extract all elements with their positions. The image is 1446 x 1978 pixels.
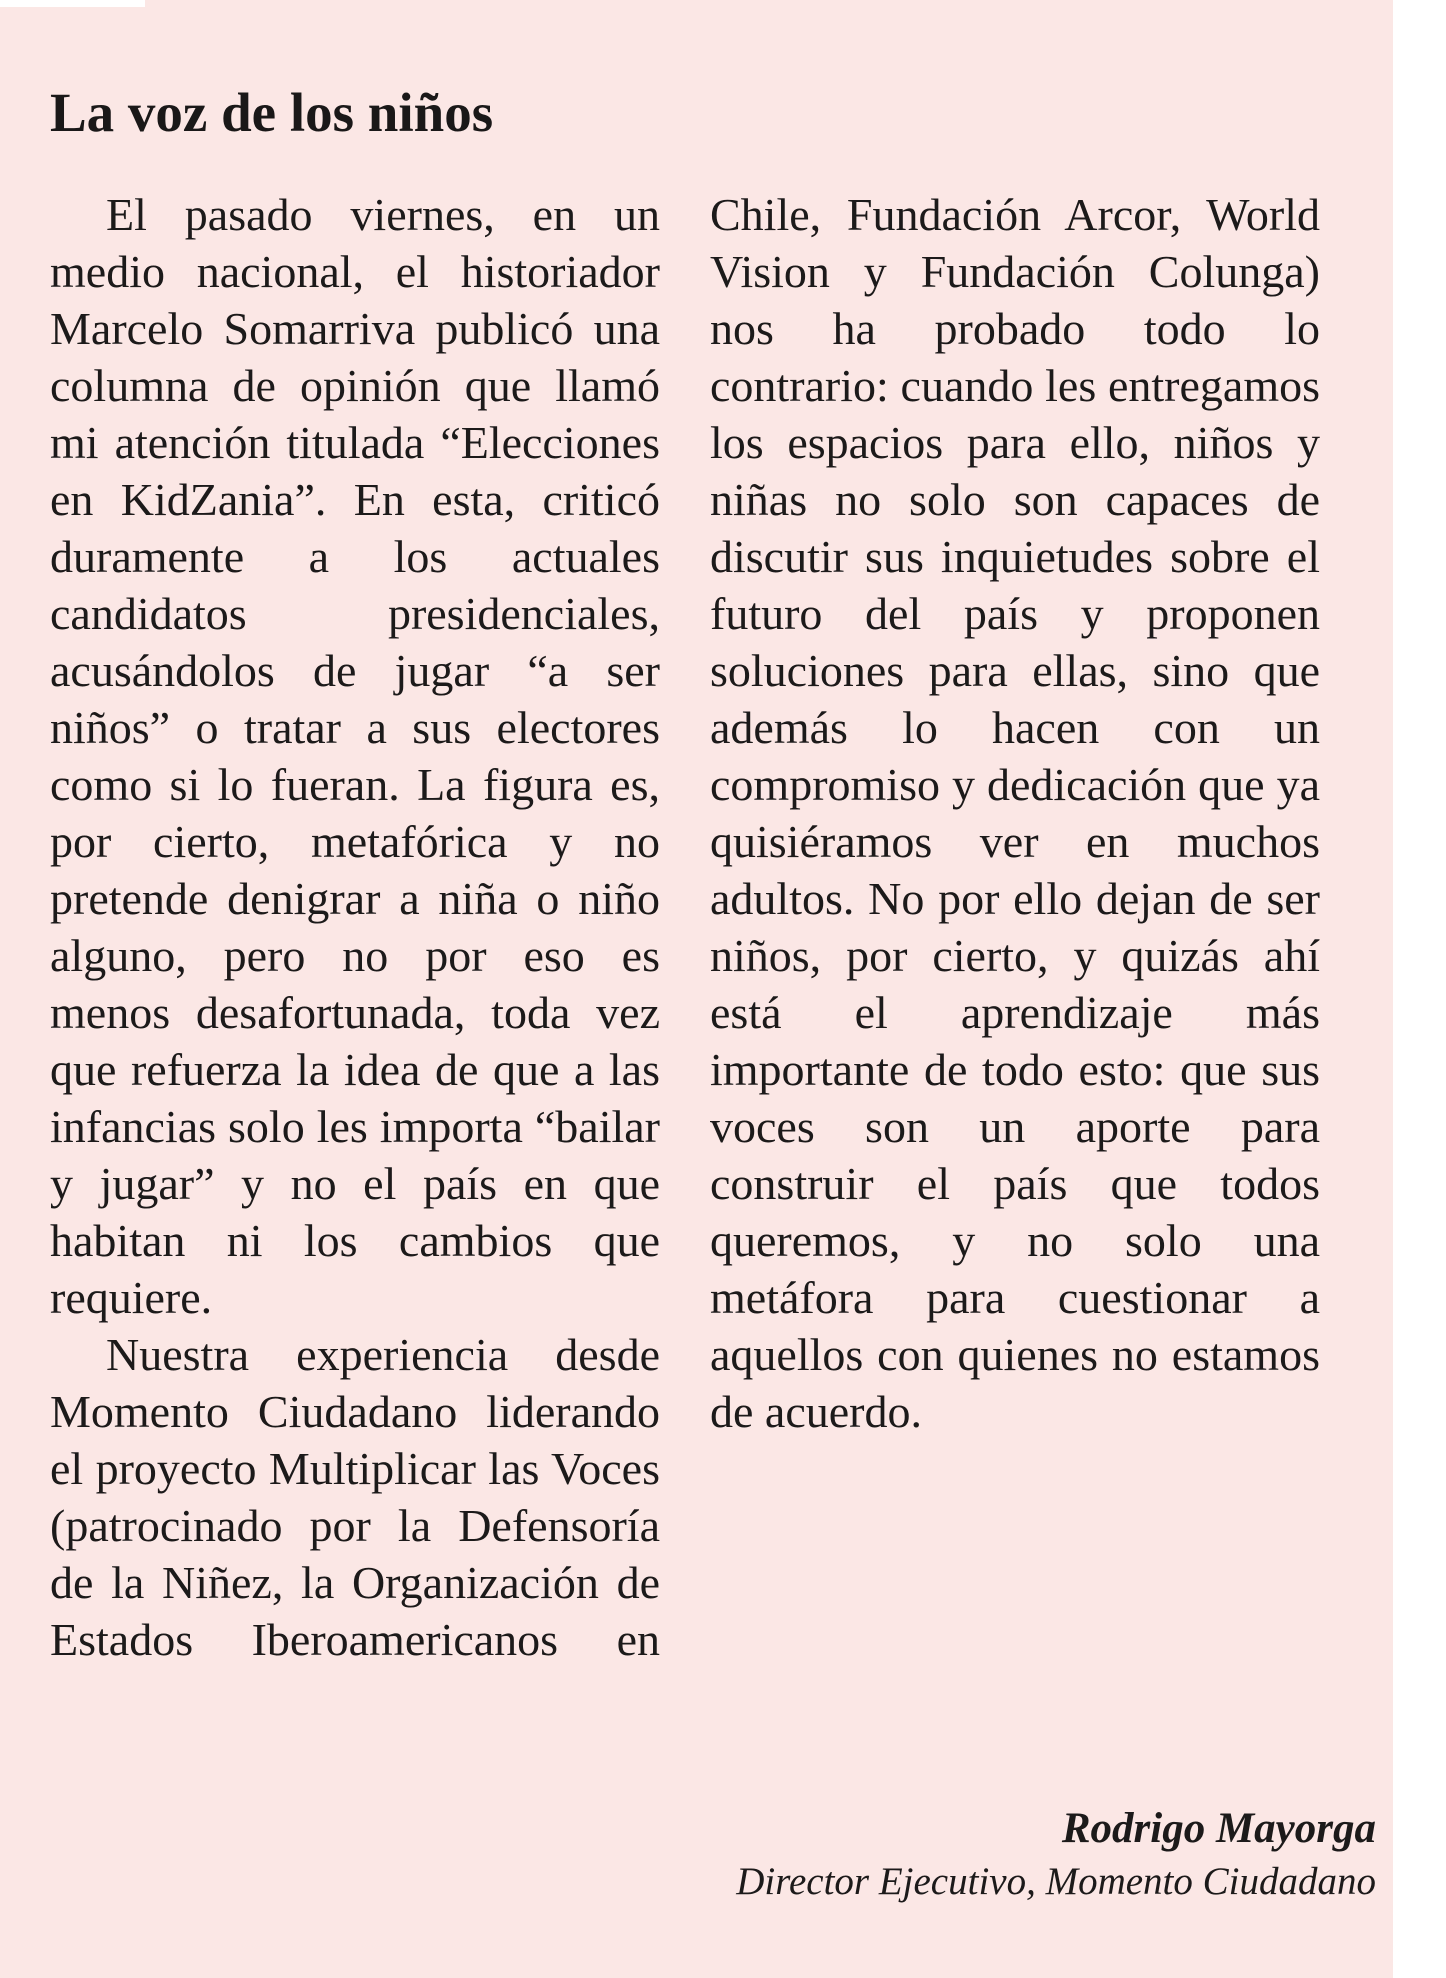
author-role: Director Ejecutivo, Momento Ciudadano (736, 1860, 1376, 1903)
letter-article (50, 80, 1320, 1706)
article-paragraph-2: Nuestra experiencia desde Momento Ciudadano liderando el proyecto Multiplicar las Voces (patrocinado por la Defensoría de la Niñez, la Organización de Estados Iberoamericanos en Chile, Fundación Arcor, World Vision y Fundación Colunga) nos ha probado todo lo contrario: cuando les entregamos los espacios para ello, niños y niñas no solo son capaces de discutir sus inquietudes sobre el futuro del país y proponen soluciones para ellas, sino que además lo hacen con un compromiso y dedicación que ya quisiéramos ver en muchos adultos. No por ello dejan de ser niños, por cierto, y quizás ahí está el aprendizaje más importante de todo esto: que sus voces son un aporte para construir el país que todos queremos, y no solo una metáfora para cuestionar a aquellos con quienes no estamos de acuerdo. (50, 189, 1320, 1665)
article-headline: La voz de los niños (50, 82, 494, 143)
article-paragraph-1: El pasado viernes, en un medio nacional, el historiador Marcelo Somarriva publicó una columna de opinión que llamó mi atención titulada “Elecciones en KidZania”. En esta, criticó duramente a los actuales candidatos presidenciales, acusándolos de jugar “a ser niños” o tratar a sus electores como si lo fueran. La figura es, por cierto, metafórica y no pretende denigrar a niña o niño alguno, pero no por eso es menos desafortunada, toda vez que refuerza la idea de que a las infancias solo les importa “bailar y jugar” y no el país en que habitan ni los cambios que requiere. (50, 189, 660, 1323)
article-body (50, 186, 1320, 1706)
author-name: Rodrigo Mayorga (1061, 1805, 1376, 1852)
top-edge-tab (0, 0, 145, 7)
right-margin-strip (1393, 0, 1446, 1978)
signature-block (736, 1802, 1376, 1908)
